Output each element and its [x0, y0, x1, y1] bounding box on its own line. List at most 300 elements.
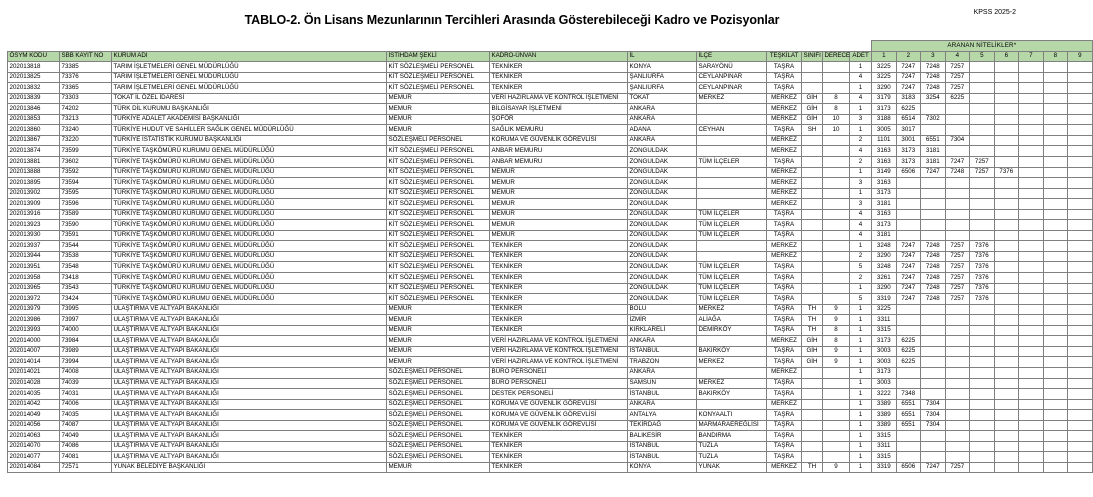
col-header-nitelik-2[interactable]: 2 [896, 51, 921, 62]
cell-nitelik-8 [1043, 178, 1068, 189]
col-header-derece[interactable]: DERECE [823, 51, 850, 62]
cell-osym-kodu: 202014063 [8, 431, 60, 442]
cell-istihdam-sekli: SÖZLEŞMELİ PERSONEL [387, 452, 490, 463]
col-header-teskilat[interactable]: TEŞKİLAT [767, 51, 802, 62]
cell-nitelik-1: 3163 [872, 178, 897, 189]
cell-derece [823, 199, 850, 210]
table-row[interactable] [8, 146, 1093, 157]
cell-nitelik-9 [1068, 83, 1093, 94]
cell-osym-kodu: 202014028 [8, 378, 60, 389]
cell-derece [823, 367, 850, 378]
col-header-istihdam-sekli[interactable]: İSTİHDAM ŞEKLİ [387, 51, 490, 62]
cell-nitelik-6 [994, 93, 1019, 104]
table-row[interactable] [8, 399, 1093, 410]
cell-il: SAMSUN [628, 378, 697, 389]
cell-osym-kodu: 202014084 [8, 462, 60, 473]
col-header-sbb-kayit-no[interactable]: SBB KAYIT NO [60, 51, 112, 62]
table-row[interactable] [8, 325, 1093, 336]
table-row[interactable] [8, 283, 1093, 294]
cell-sbb-kayit-no: 73596 [60, 199, 112, 210]
cell-teskilat: TAŞRA [767, 452, 802, 463]
cell-il: ZONGULDAK [628, 146, 697, 157]
cell-istihdam-sekli: MEMUR [387, 304, 490, 315]
table-row[interactable] [8, 346, 1093, 357]
cell-teskilat: MERKEZ [767, 399, 802, 410]
cell-nitelik-9 [1068, 135, 1093, 146]
cell-nitelik-8 [1043, 294, 1068, 305]
table-row[interactable] [8, 199, 1093, 210]
cell-il: TOKAT [628, 93, 697, 104]
column-header-row [8, 51, 1093, 62]
cell-sinifi: GİH [802, 336, 823, 347]
cell-derece: 8 [823, 104, 850, 115]
cell-il: TEKİRDAĞ [628, 420, 697, 431]
table-row[interactable] [8, 167, 1093, 178]
col-header-nitelik-4[interactable]: 4 [945, 51, 970, 62]
cell-derece [823, 83, 850, 94]
cell-nitelik-7 [1019, 441, 1044, 452]
cell-nitelik-3: 7247 [921, 462, 946, 473]
col-header-nitelik-7[interactable]: 7 [1019, 51, 1044, 62]
cell-il: KONYA [628, 462, 697, 473]
cell-nitelik-7 [1019, 251, 1044, 262]
cell-sinifi [802, 135, 823, 146]
cell-teskilat: TAŞRA [767, 230, 802, 241]
table-row[interactable] [8, 209, 1093, 220]
cell-nitelik-5 [970, 125, 995, 136]
cell-istihdam-sekli: SÖZLEŞMELİ PERSONEL [387, 410, 490, 421]
cell-nitelik-1: 3163 [872, 157, 897, 168]
table-row[interactable] [8, 178, 1093, 189]
cell-teskilat: MERKEZ [767, 135, 802, 146]
cell-nitelik-7 [1019, 462, 1044, 473]
col-header-ilce[interactable]: İLÇE [697, 51, 767, 62]
cell-nitelik-6 [994, 283, 1019, 294]
cell-kurum-adi: ULAŞTIRMA VE ALTYAPI BAKANLIĞI [112, 452, 387, 463]
cell-istihdam-sekli: SÖZLEŞMELİ PERSONEL [387, 399, 490, 410]
cell-nitelik-8 [1043, 251, 1068, 262]
cell-nitelik-8 [1043, 336, 1068, 347]
cell-istihdam-sekli: KİT SÖZLEŞMELİ PERSONEL [387, 199, 490, 210]
cell-nitelik-5 [970, 93, 995, 104]
cell-sbb-kayit-no: 73989 [60, 346, 112, 357]
kadro-pozisyon-table [7, 40, 1093, 473]
table-row[interactable] [8, 462, 1093, 473]
cell-nitelik-1: 3163 [872, 209, 897, 220]
cell-nitelik-3: 7304 [921, 410, 946, 421]
cell-nitelik-4 [945, 209, 970, 220]
cell-adet: 1 [850, 452, 872, 463]
cell-nitelik-3: 3181 [921, 146, 946, 157]
cell-nitelik-5 [970, 336, 995, 347]
cell-osym-kodu: 202013881 [8, 157, 60, 168]
cell-adet: 1 [850, 378, 872, 389]
cell-sinifi [802, 431, 823, 442]
cell-osym-kodu: 202013846 [8, 104, 60, 115]
cell-ilce: KONYAALTI [697, 410, 767, 421]
cell-osym-kodu: 202013874 [8, 146, 60, 157]
cell-sbb-kayit-no: 73424 [60, 294, 112, 305]
table-row[interactable] [8, 420, 1093, 431]
cell-kadro-unvan: KORUMA VE GÜVENLİK GÖREVLİSİ [490, 420, 628, 431]
table-row[interactable] [8, 62, 1093, 73]
cell-adet: 1 [850, 83, 872, 94]
cell-sbb-kayit-no: 73995 [60, 304, 112, 315]
cell-nitelik-1: 3163 [872, 146, 897, 157]
cell-nitelik-2 [896, 315, 921, 326]
cell-ilce: MERKEZ [697, 357, 767, 368]
cell-nitelik-3: 7248 [921, 283, 946, 294]
cell-teskilat: MERKEZ [767, 93, 802, 104]
group-header-row [8, 41, 1093, 52]
table-row[interactable] [8, 441, 1093, 452]
cell-derece: 8 [823, 93, 850, 104]
col-header-sinifi[interactable]: SINIFI [802, 51, 823, 62]
cell-nitelik-8 [1043, 241, 1068, 252]
cell-nitelik-3 [921, 199, 946, 210]
cell-nitelik-3: 7248 [921, 83, 946, 94]
cell-nitelik-9 [1068, 199, 1093, 210]
cell-nitelik-1: 3173 [872, 336, 897, 347]
cell-nitelik-9 [1068, 125, 1093, 136]
cell-nitelik-1: 3311 [872, 315, 897, 326]
cell-nitelik-9 [1068, 304, 1093, 315]
cell-nitelik-3 [921, 378, 946, 389]
cell-osym-kodu: 202013902 [8, 188, 60, 199]
table-row[interactable] [8, 125, 1093, 136]
cell-sbb-kayit-no: 74000 [60, 325, 112, 336]
cell-derece [823, 241, 850, 252]
cell-istihdam-sekli: KİT SÖZLEŞMELİ PERSONEL [387, 273, 490, 284]
cell-kurum-adi: YUNAK BELEDİYE BAŞKANLIĞI [112, 462, 387, 473]
table-row[interactable] [8, 367, 1093, 378]
cell-nitelik-1: 3248 [872, 241, 897, 252]
cell-nitelik-9 [1068, 367, 1093, 378]
cell-sinifi [802, 367, 823, 378]
cell-nitelik-6 [994, 399, 1019, 410]
cell-il: İSTANBUL [628, 389, 697, 400]
table-row[interactable] [8, 72, 1093, 83]
cell-kadro-unvan: MEMUR [490, 199, 628, 210]
cell-adet: 4 [850, 93, 872, 104]
col-header-kurum-adi[interactable]: KURUM ADI [112, 51, 387, 62]
cell-derece: 9 [823, 357, 850, 368]
cell-il: İZMİR [628, 315, 697, 326]
cell-teskilat: TAŞRA [767, 62, 802, 73]
cell-nitelik-4 [945, 389, 970, 400]
cell-kurum-adi: TÜRKİYE TAŞKÖMÜRÜ KURUMU GENEL MÜDÜRLÜĞÜ [112, 273, 387, 284]
cell-nitelik-4: 7257 [945, 251, 970, 262]
table-row[interactable] [8, 93, 1093, 104]
table-row[interactable] [8, 452, 1093, 463]
table-row[interactable] [8, 304, 1093, 315]
cell-teskilat: TAŞRA [767, 346, 802, 357]
cell-kurum-adi: ULAŞTIRMA VE ALTYAPI BAKANLIĞI [112, 441, 387, 452]
cell-kadro-unvan: VERİ HAZIRLAMA VE KONTROL İŞLETMENİ [490, 346, 628, 357]
cell-derece [823, 167, 850, 178]
cell-nitelik-8 [1043, 431, 1068, 442]
table-row[interactable] [8, 431, 1093, 442]
cell-ilce: TUZLA [697, 452, 767, 463]
cell-nitelik-1: 3173 [872, 220, 897, 231]
cell-istihdam-sekli: MEMUR [387, 346, 490, 357]
cell-sinifi: GİH [802, 357, 823, 368]
cell-nitelik-6 [994, 199, 1019, 210]
cell-il: ZONGULDAK [628, 157, 697, 168]
col-header-nitelik-8[interactable]: 8 [1043, 51, 1068, 62]
cell-nitelik-7 [1019, 83, 1044, 94]
table-row[interactable] [8, 188, 1093, 199]
cell-ilce [697, 188, 767, 199]
cell-kadro-unvan: TEKNİKER [490, 262, 628, 273]
cell-osym-kodu: 202013979 [8, 304, 60, 315]
cell-ilce: MERKEZ [697, 304, 767, 315]
page-root [0, 8, 1082, 497]
exam-code-label: KPSS 2025-2 [973, 9, 1016, 16]
cell-sinifi: GİH [802, 346, 823, 357]
cell-nitelik-7 [1019, 273, 1044, 284]
cell-derece [823, 262, 850, 273]
col-header-nitelik-9[interactable]: 9 [1068, 51, 1093, 62]
cell-nitelik-9 [1068, 325, 1093, 336]
cell-nitelik-9 [1068, 378, 1093, 389]
cell-nitelik-1: 3225 [872, 62, 897, 73]
cell-sinifi [802, 188, 823, 199]
cell-nitelik-4 [945, 104, 970, 115]
cell-nitelik-1: 3179 [872, 93, 897, 104]
cell-sinifi [802, 410, 823, 421]
cell-sinifi [802, 378, 823, 389]
cell-nitelik-2: 7247 [896, 72, 921, 83]
col-header-osym-kodu[interactable]: ÖSYM KODU [8, 51, 60, 62]
cell-sbb-kayit-no: 73240 [60, 125, 112, 136]
cell-derece: 9 [823, 462, 850, 473]
cell-istihdam-sekli: KİT SÖZLEŞMELİ PERSONEL [387, 294, 490, 305]
cell-istihdam-sekli: KİT SÖZLEŞMELİ PERSONEL [387, 209, 490, 220]
cell-sbb-kayit-no: 73543 [60, 283, 112, 294]
cell-nitelik-8 [1043, 346, 1068, 357]
table-row[interactable] [8, 104, 1093, 115]
cell-sbb-kayit-no: 74039 [60, 378, 112, 389]
cell-kadro-unvan: ANBAR MEMURU [490, 157, 628, 168]
cell-nitelik-5 [970, 114, 995, 125]
table-row[interactable] [8, 241, 1093, 252]
cell-nitelik-7 [1019, 431, 1044, 442]
cell-nitelik-9 [1068, 294, 1093, 305]
table-row[interactable] [8, 83, 1093, 94]
cell-nitelik-7 [1019, 167, 1044, 178]
cell-sbb-kayit-no: 73385 [60, 62, 112, 73]
cell-adet: 1 [850, 441, 872, 452]
cell-ilce: MERKEZ [697, 93, 767, 104]
cell-nitelik-6 [994, 294, 1019, 305]
cell-kurum-adi: ULAŞTIRMA VE ALTYAPI BAKANLIĞI [112, 325, 387, 336]
cell-teskilat: MERKEZ [767, 462, 802, 473]
cell-nitelik-9 [1068, 441, 1093, 452]
col-header-nitelik-1[interactable]: 1 [872, 51, 897, 62]
cell-nitelik-4 [945, 188, 970, 199]
cell-nitelik-1: 3149 [872, 167, 897, 178]
cell-teskilat: TAŞRA [767, 83, 802, 94]
table-row[interactable] [8, 262, 1093, 273]
cell-nitelik-9 [1068, 357, 1093, 368]
table-row[interactable] [8, 378, 1093, 389]
cell-nitelik-3 [921, 104, 946, 115]
cell-istihdam-sekli: KİT SÖZLEŞMELİ PERSONEL [387, 72, 490, 83]
col-header-adet[interactable]: ADET [850, 51, 872, 62]
cell-teskilat: TAŞRA [767, 420, 802, 431]
cell-nitelik-3: 7248 [921, 241, 946, 252]
cell-il: ZONGULDAK [628, 167, 697, 178]
cell-sinifi [802, 441, 823, 452]
cell-istihdam-sekli: KİT SÖZLEŞMELİ PERSONEL [387, 62, 490, 73]
cell-osym-kodu: 202014077 [8, 452, 60, 463]
cell-kadro-unvan: MEMUR [490, 230, 628, 241]
table-row[interactable] [8, 294, 1093, 305]
cell-nitelik-9 [1068, 273, 1093, 284]
cell-nitelik-8 [1043, 315, 1068, 326]
cell-nitelik-7 [1019, 135, 1044, 146]
cell-nitelik-6 [994, 251, 1019, 262]
col-header-nitelik-6[interactable]: 6 [994, 51, 1019, 62]
cell-nitelik-6 [994, 241, 1019, 252]
cell-sinifi [802, 389, 823, 400]
cell-sbb-kayit-no: 73599 [60, 146, 112, 157]
cell-il: ZONGULDAK [628, 283, 697, 294]
table-row[interactable] [8, 135, 1093, 146]
cell-ilce: BAKIRKÖY [697, 346, 767, 357]
cell-il: ZONGULDAK [628, 294, 697, 305]
cell-nitelik-2: 6225 [896, 346, 921, 357]
cell-istihdam-sekli: KİT SÖZLEŞMELİ PERSONEL [387, 157, 490, 168]
cell-teskilat: MERKEZ [767, 367, 802, 378]
cell-nitelik-1: 3319 [872, 462, 897, 473]
col-header-nitelik-5[interactable]: 5 [970, 51, 995, 62]
cell-adet: 1 [850, 325, 872, 336]
table-row[interactable] [8, 220, 1093, 231]
table-row[interactable] [8, 336, 1093, 347]
cell-kadro-unvan: TEKNİKER [490, 304, 628, 315]
cell-adet: 1 [850, 125, 872, 136]
cell-sinifi [802, 178, 823, 189]
cell-nitelik-5 [970, 83, 995, 94]
cell-nitelik-8 [1043, 93, 1068, 104]
cell-nitelik-5 [970, 441, 995, 452]
cell-nitelik-4 [945, 441, 970, 452]
cell-nitelik-3 [921, 304, 946, 315]
table-row[interactable] [8, 410, 1093, 421]
cell-nitelik-9 [1068, 157, 1093, 168]
cell-kadro-unvan: TEKNİKER [490, 452, 628, 463]
cell-sinifi: GİH [802, 104, 823, 115]
cell-nitelik-2: 7247 [896, 251, 921, 262]
cell-derece [823, 220, 850, 231]
cell-nitelik-4: 7257 [945, 241, 970, 252]
cell-kurum-adi: ULAŞTIRMA VE ALTYAPI BAKANLIĞI [112, 367, 387, 378]
cell-nitelik-8 [1043, 72, 1068, 83]
table-row[interactable] [8, 273, 1093, 284]
cell-nitelik-2 [896, 220, 921, 231]
cell-nitelik-1: 3003 [872, 357, 897, 368]
cell-nitelik-7 [1019, 241, 1044, 252]
cell-adet: 1 [850, 241, 872, 252]
cell-adet: 1 [850, 431, 872, 442]
cell-nitelik-3: 7248 [921, 294, 946, 305]
cell-nitelik-7 [1019, 72, 1044, 83]
cell-sbb-kayit-no: 73594 [60, 178, 112, 189]
cell-kadro-unvan: VERİ HAZIRLAMA VE KONTROL İŞLETMENİ [490, 93, 628, 104]
cell-nitelik-3 [921, 325, 946, 336]
cell-nitelik-4: 7257 [945, 72, 970, 83]
cell-ilce: MARMARAEREĞLİSİ [697, 420, 767, 431]
cell-sinifi [802, 420, 823, 431]
cell-derece [823, 135, 850, 146]
cell-nitelik-5 [970, 367, 995, 378]
cell-adet: 1 [850, 62, 872, 73]
cell-nitelik-5 [970, 178, 995, 189]
cell-sinifi [802, 157, 823, 168]
cell-kadro-unvan: ANBAR MEMURU [490, 146, 628, 157]
cell-istihdam-sekli: KİT SÖZLEŞMELİ PERSONEL [387, 167, 490, 178]
cell-il: KIRKLARELİ [628, 325, 697, 336]
cell-nitelik-8 [1043, 167, 1068, 178]
cell-ilce: MERKEZ [697, 378, 767, 389]
cell-kurum-adi: ULAŞTIRMA VE ALTYAPI BAKANLIĞI [112, 389, 387, 400]
cell-nitelik-7 [1019, 230, 1044, 241]
cell-sbb-kayit-no: 73592 [60, 167, 112, 178]
cell-nitelik-3: 3181 [921, 157, 946, 168]
cell-ilce: BANDIRMA [697, 431, 767, 442]
col-header-il[interactable]: İL [628, 51, 697, 62]
cell-teskilat: TAŞRA [767, 283, 802, 294]
cell-nitelik-4: 7247 [945, 157, 970, 168]
cell-istihdam-sekli: SÖZLEŞMELİ PERSONEL [387, 135, 490, 146]
cell-adet: 1 [850, 315, 872, 326]
table-row[interactable] [8, 230, 1093, 241]
col-header-kadro-unvan[interactable]: KADRO-ÜNVAN [490, 51, 628, 62]
table-row[interactable] [8, 315, 1093, 326]
cell-sbb-kayit-no: 74049 [60, 431, 112, 442]
cell-nitelik-5 [970, 209, 995, 220]
cell-nitelik-8 [1043, 273, 1068, 284]
cell-sinifi [802, 251, 823, 262]
table-row[interactable] [8, 357, 1093, 368]
table-row[interactable] [8, 157, 1093, 168]
cell-nitelik-6 [994, 114, 1019, 125]
cell-kurum-adi: TÜRKİYE HUDUT VE SAHİLLER SAĞLIK GENEL MÜDÜRLÜĞÜ [112, 125, 387, 136]
cell-teskilat: TAŞRA [767, 125, 802, 136]
cell-nitelik-5 [970, 199, 995, 210]
table-row[interactable] [8, 114, 1093, 125]
table-row[interactable] [8, 389, 1093, 400]
cell-kadro-unvan: DESTEK PERSONELİ [490, 389, 628, 400]
cell-ilce: DEMİRKÖY [697, 325, 767, 336]
cell-sbb-kayit-no: 73303 [60, 93, 112, 104]
cell-osym-kodu: 202014014 [8, 357, 60, 368]
cell-istihdam-sekli: SÖZLEŞMELİ PERSONEL [387, 378, 490, 389]
cell-istihdam-sekli: SÖZLEŞMELİ PERSONEL [387, 420, 490, 431]
cell-nitelik-1: 3319 [872, 294, 897, 305]
cell-nitelik-4 [945, 199, 970, 210]
cell-nitelik-7 [1019, 420, 1044, 431]
cell-kurum-adi: TÜRKİYE TAŞKÖMÜRÜ KURUMU GENEL MÜDÜRLÜĞÜ [112, 220, 387, 231]
cell-teskilat: TAŞRA [767, 262, 802, 273]
cell-nitelik-6 [994, 336, 1019, 347]
cell-derece [823, 441, 850, 452]
table-row[interactable] [8, 251, 1093, 262]
cell-teskilat: TAŞRA [767, 410, 802, 421]
col-header-nitelik-3[interactable]: 3 [921, 51, 946, 62]
